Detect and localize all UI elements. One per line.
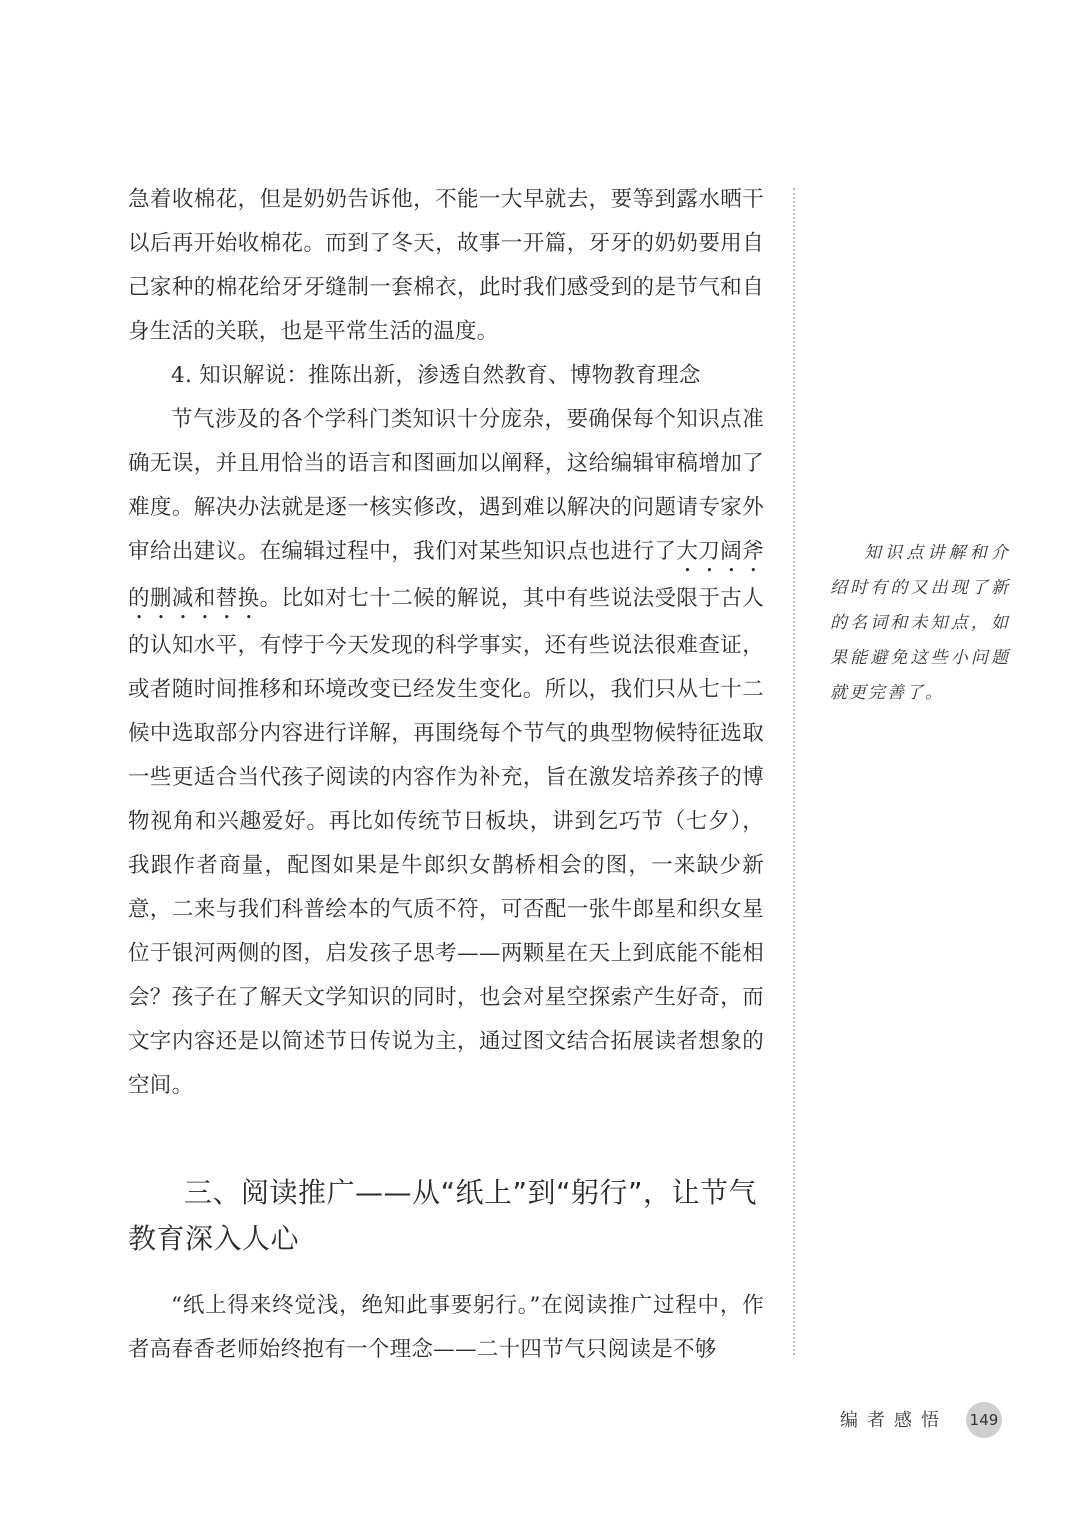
subheading-knowledge: 4. 知识解说：推陈出新，渗透自然教育、博物教育理念	[171, 363, 701, 388]
paragraph-knowledge-part-b: 。比如对七十二候的解说，其中有些说法受限于古人的认知水平，有悖于今天发现的科学事实，还有些说法很难查证，或者随时间推移和环境改变已经发生变化。所以，我们只从七十二候中选取部分内容进行详解，再围绕每个节气的典型物候特征选取一些更适合当代孩子阅读的内容作为补充，旨在激发培养孩子的博物视角和兴趣爱好。再比如传统节日板块，讲到乞巧节（七夕），我跟作者商量，配图如果是牛郎织女鹊桥相会的图，一来缺少新意，二来与我们科普绘本的气质不符，可否配一张牛郎星和织女星位于银河两侧的图，启发孩子思考——两颗星在天上到底能不能相会？孩子在了解天文学知识的同时，也会对星空探索产生好奇，而文字内容还是以简述节日传说为主，通过图文结合拓展读者想象的空间。	[128, 586, 764, 1098]
page-number-badge: 149	[966, 1402, 1002, 1438]
section-heading: 三、阅读推广——从“纸上”到“躬行”，让节气教育深入人心	[128, 1176, 758, 1255]
margin-divider	[793, 188, 795, 1355]
emphasized-phrase: 大刀阔斧的删减和替换	[128, 539, 764, 611]
paragraph-knowledge-part-a: 节气涉及的各个学科门类知识十分庞杂，要确保每个知识点准确无误，并且用恰当的语言和图画加以阐释，这给编辑审稿增加了难度。解决办法就是逐一核实修改，遇到难以解决的问题请专家外审给出建议。在编辑过程中，我们对某些知识点也进行了	[128, 407, 764, 564]
paragraph-continued: 急着收棉花，但是奶奶告诉他，不能一大早就去，要等到露水晒干以后再开始收棉花。而到了冬天，故事一开篇，牙牙的奶奶要用自己家种的棉花给牙牙缝制一套棉衣，此时我们感受到的是节气和自身生活的关联，也是平常生活的温度。	[128, 187, 764, 344]
margin-note: 知识点讲解和介绍时有的又出现了新的名词和未知点，如果能避免这些小问题就更完善了。	[830, 543, 1010, 703]
footer-section-label: 编者感悟	[840, 1410, 948, 1431]
main-text-column	[128, 178, 764, 1372]
paragraph-knowledge	[128, 398, 764, 1108]
paragraph-reading-promotion: “纸上得来终觉浅，绝知此事要躬行。”在阅读推广过程中，作者高春香老师始终抱有一个理念——二十四节气只阅读是不够	[128, 1293, 764, 1362]
